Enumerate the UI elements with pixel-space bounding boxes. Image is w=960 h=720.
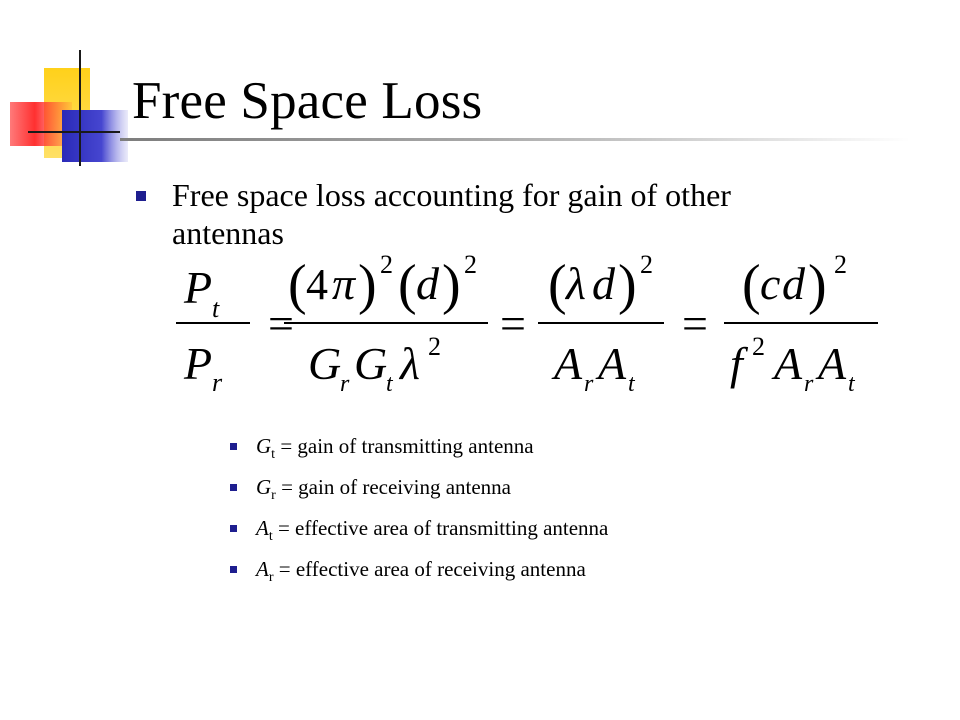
svg-text:P: P xyxy=(184,338,213,389)
svg-text:t: t xyxy=(628,371,635,397)
sub-bullet-marker xyxy=(230,484,237,491)
sub-bullet-marker xyxy=(230,525,237,532)
svg-text:r: r xyxy=(804,371,814,397)
definition-text xyxy=(256,430,850,471)
svg-text:): ) xyxy=(442,254,461,316)
formula-ratio-4pi xyxy=(284,250,488,397)
formula-equals-1: = xyxy=(268,298,294,349)
sub-bullet-marker xyxy=(230,443,237,450)
definition-subscript: r xyxy=(268,570,274,585)
formula-equals-2: = xyxy=(500,298,526,349)
svg-text:G: G xyxy=(308,338,342,389)
svg-text:A: A xyxy=(598,338,627,389)
svg-text:2: 2 xyxy=(640,250,653,279)
svg-text:2: 2 xyxy=(428,332,441,361)
svg-text:c: c xyxy=(760,258,781,309)
slide-title: Free Space Loss xyxy=(132,72,483,130)
definition-description: = gain of receiving antenna xyxy=(275,475,512,499)
definition-description: = effective area of receiving antenna xyxy=(273,557,586,581)
definition-symbol: G xyxy=(256,475,272,499)
main-bullet xyxy=(136,176,846,252)
definition-description: = effective area of transmitting antenna xyxy=(272,516,609,540)
definition-symbol: A xyxy=(256,557,269,581)
svg-text:r: r xyxy=(340,371,350,397)
svg-text:2: 2 xyxy=(834,250,847,279)
definition-text xyxy=(256,512,850,553)
svg-text:λ: λ xyxy=(566,258,586,309)
definition-item xyxy=(230,553,850,589)
definition-item xyxy=(230,471,850,507)
sub-bullet-marker xyxy=(230,566,237,573)
svg-text:A: A xyxy=(554,338,583,389)
definition-symbol: A xyxy=(256,516,269,540)
svg-text:t: t xyxy=(212,294,220,323)
svg-text:r: r xyxy=(584,371,594,397)
svg-text:): ) xyxy=(618,254,637,316)
svg-text:r: r xyxy=(212,368,223,397)
title-rule xyxy=(120,138,910,141)
svg-text:(: ( xyxy=(548,254,567,316)
svg-text:): ) xyxy=(808,254,827,316)
definition-list xyxy=(230,430,850,594)
formula-ratio-lambda-d xyxy=(538,250,664,397)
svg-text:G: G xyxy=(354,338,388,389)
svg-text:t: t xyxy=(848,371,855,397)
definition-item xyxy=(230,430,850,466)
svg-text:(: ( xyxy=(398,254,417,316)
svg-text:2: 2 xyxy=(464,250,477,279)
svg-text:2: 2 xyxy=(380,250,393,279)
definition-description: = gain of transmitting antenna xyxy=(275,434,534,458)
formula-ratio-pt-pr xyxy=(176,262,250,397)
formula-equals-3: = xyxy=(682,298,708,349)
svg-text:d: d xyxy=(592,258,615,309)
definition-text xyxy=(256,471,850,512)
free-space-loss-formula xyxy=(170,245,890,405)
definition-symbol: G xyxy=(256,434,272,458)
bullet-marker xyxy=(136,191,146,201)
definition-subscript: r xyxy=(271,488,276,503)
svg-text:f: f xyxy=(730,338,743,389)
svg-text:): ) xyxy=(358,254,377,316)
decor-blue-square xyxy=(62,110,128,162)
main-bullet-text: Free space loss accounting for gain of other antennas xyxy=(172,177,731,251)
svg-text:π: π xyxy=(332,258,356,309)
svg-text:2: 2 xyxy=(752,332,765,361)
svg-text:A: A xyxy=(818,338,847,389)
definition-item xyxy=(230,512,850,548)
definition-text xyxy=(256,553,850,594)
definition-subscript: t xyxy=(268,529,273,544)
svg-text:(: ( xyxy=(288,254,307,316)
svg-text:d: d xyxy=(416,258,439,309)
svg-text:λ: λ xyxy=(400,338,420,389)
svg-text:A: A xyxy=(774,338,803,389)
svg-text:t: t xyxy=(386,371,393,397)
svg-text:d: d xyxy=(782,258,805,309)
svg-text:P: P xyxy=(184,262,213,313)
formula-ratio-cd xyxy=(724,250,878,397)
definition-subscript: t xyxy=(271,447,276,462)
svg-text:(: ( xyxy=(742,254,761,316)
title-decoration xyxy=(0,40,140,180)
svg-text:4: 4 xyxy=(306,260,328,309)
